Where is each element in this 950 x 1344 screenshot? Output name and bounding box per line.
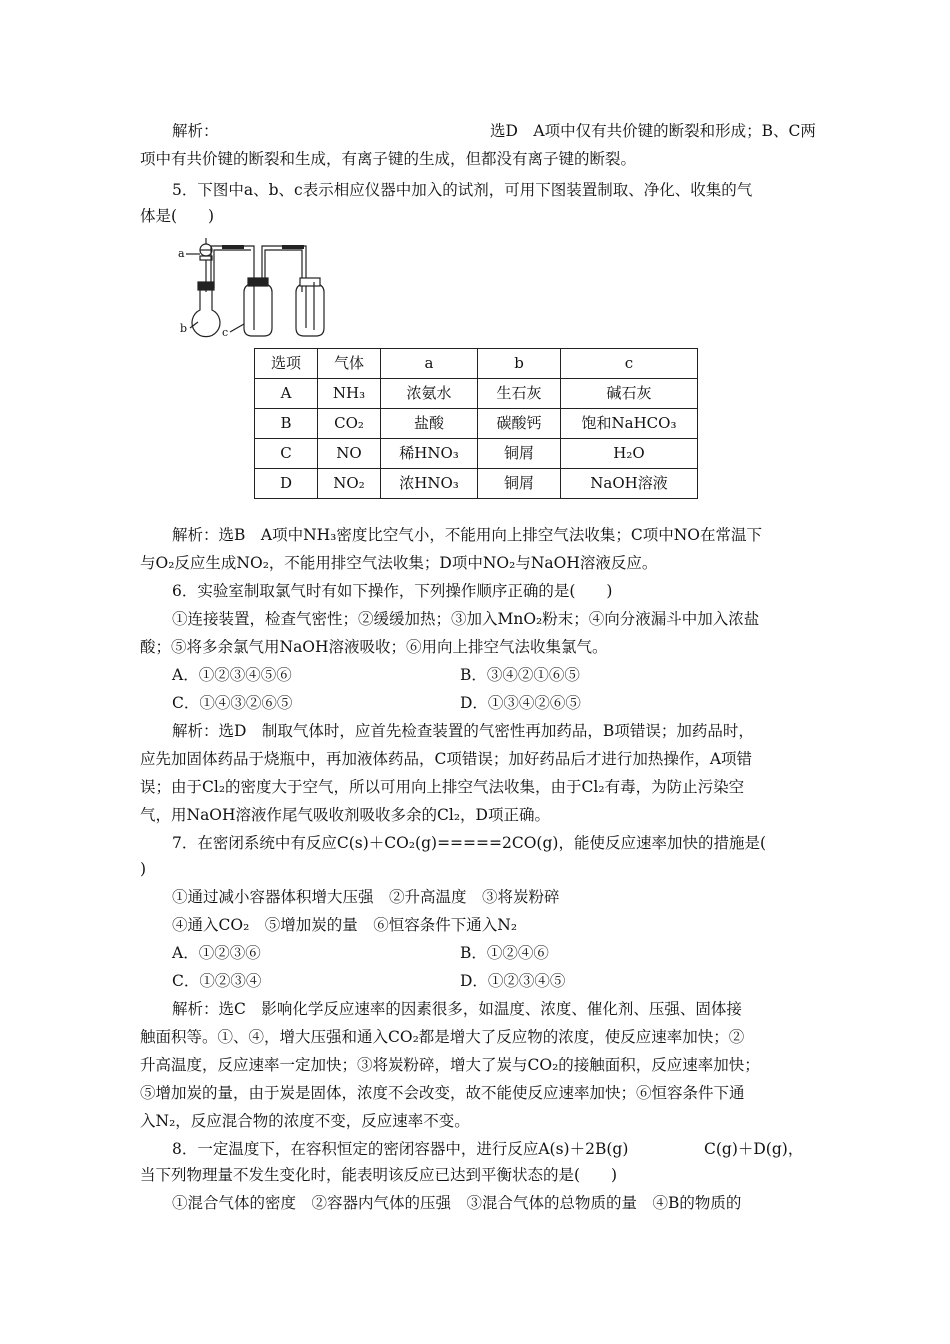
q5-analysis-1: 解析：选B A项中NH₃密度比空气小，不能用向上排空气法收集；C项中NO在常温下: [172, 526, 763, 544]
q7-analysis-5: 入N₂，反应混合物的浓度不变，反应速率不变。: [140, 1112, 470, 1130]
label-c: c: [222, 326, 229, 339]
header-cell: 选项: [255, 349, 318, 379]
q7-option-a: A．①②③⑥: [172, 944, 261, 962]
header-cell: c: [561, 349, 698, 379]
q7-stem-1: 7．在密闭系统中有反应C(s)＋CO₂(g)=====2CO(g)，能使反应速率加快的措施是(: [172, 834, 766, 852]
table-cell: H₂O: [561, 439, 698, 469]
q7-option-b: B．①②④⑥: [460, 944, 549, 962]
q6-ops-2: 酸；⑤将多余氯气用NaOH溶液吸收；⑥用向上排空气法收集氯气。: [140, 638, 608, 656]
q8-ops: ①混合气体的密度 ②容器内气体的压强 ③混合气体的总物质的量 ④B的物质的: [172, 1194, 742, 1212]
table-cell: 稀HNO₃: [381, 439, 478, 469]
table-cell: NO₂: [318, 469, 381, 499]
q7-ops-1: ①通过减小容器体积增大压强 ②升高温度 ③将炭粉碎: [172, 888, 560, 906]
table-row: [255, 439, 698, 469]
q6-option-d: D．①③④②⑥⑤: [460, 694, 581, 712]
reagent-table: [254, 348, 698, 499]
q7-analysis-3: 升高温度，反应速率一定加快；③将炭粉碎，增大了炭与CO₂的接触面积，反应速率加快；: [140, 1056, 760, 1074]
q7-analysis-4: ⑤增加炭的量，由于炭是固体，浓度不会改变，故不能使反应速率加快；⑥恒容条件下通: [140, 1084, 745, 1102]
q6-stem: 6．实验室制取氯气时有如下操作，下列操作顺序正确的是( ): [172, 582, 613, 600]
q6-analysis-3: 误；由于Cl₂的密度大于空气，所以可用向上排空气法收集，由于Cl₂有毒，为防止污染空: [140, 778, 745, 796]
q7-option-c: C．①②③④: [172, 972, 262, 990]
table-cell: D: [255, 469, 318, 499]
q7-analysis-2: 触面积等。①、④，增大压强和通入CO₂都是增大了反应物的浓度，使反应速率加快；②: [140, 1028, 745, 1046]
q7-option-d: D．①②③④⑤: [460, 972, 566, 990]
q5-stem-1: 5．下图中a、b、c表示相应仪器中加入的试剂，可用下图装置制取、净化、收集的气: [172, 181, 753, 199]
table-row: [255, 409, 698, 439]
table-cell: 碳酸钙: [478, 409, 561, 439]
q7-options-ab: [172, 940, 820, 966]
table-row: [255, 379, 698, 409]
table-cell: 碱石灰: [561, 379, 698, 409]
table-cell: 生石灰: [478, 379, 561, 409]
table-cell: A: [255, 379, 318, 409]
table-cell: 铜屑: [478, 469, 561, 499]
table-cell: CO₂: [318, 409, 381, 439]
q8-stem-1b: C(g)＋D(g)，: [704, 1140, 804, 1158]
q5-stem-2: 体是( ): [140, 207, 215, 225]
table-header-row: [255, 349, 698, 379]
table-cell: C: [255, 439, 318, 469]
analysis-label: 解析：: [172, 122, 219, 140]
q5-analysis-2: 与O₂反应生成NO₂，不能用排空气法收集；D项中NO₂与NaOH溶液反应。: [140, 554, 658, 572]
q7-analysis-1: 解析：选C 影响化学反应速率的因素很多，如温度、浓度、催化剂、压强、固体接: [172, 1000, 742, 1018]
q6-option-a: A．①②③④⑤⑥: [172, 666, 292, 684]
label-b: b: [180, 322, 188, 335]
q6-analysis-2: 应先加固体药品于烧瓶中，再加液体药品，C项错误；加好药品后才进行加热操作，A项错: [140, 750, 753, 768]
q4-answer: 选D A项中仅有共价键的断裂和形成；B、C两: [490, 122, 816, 140]
q6-option-c: C．①④③②⑥⑤: [172, 694, 293, 712]
q6-analysis-1: 解析：选D 制取气体时，应首先检查装置的气密性再加药品，B项错误；加药品时，: [172, 722, 754, 740]
table-cell: 盐酸: [381, 409, 478, 439]
q8-stem-1a: 8．一定温度下，在容积恒定的密闭容器中，进行反应A(s)＋2B(g): [172, 1140, 629, 1158]
table-cell: 铜屑: [478, 439, 561, 469]
label-a: a: [178, 247, 185, 260]
header-cell: a: [381, 349, 478, 379]
q6-analysis-4: 气，用NaOH溶液作尾气吸收剂吸收多余的Cl₂，D项正确。: [140, 806, 550, 824]
q8-stem-1: [172, 1136, 820, 1162]
q4-analysis-cont: 项中有共价键的断裂和生成，有离子键的生成，但都没有离子键的断裂。: [140, 150, 637, 168]
q4-analysis-line: [172, 118, 820, 144]
table-row: [255, 469, 698, 499]
table-cell: 浓HNO₃: [381, 469, 478, 499]
table-cell: 饱和NaHCO₃: [561, 409, 698, 439]
table-cell: NaOH溶液: [561, 469, 698, 499]
table-cell: NO: [318, 439, 381, 469]
table-cell: 浓氨水: [381, 379, 478, 409]
q6-options-ab: [172, 662, 820, 688]
q7-ops-2: ④通入CO₂ ⑤增加炭的量 ⑥恒容条件下通入N₂: [172, 916, 518, 934]
q7-options-cd: [172, 968, 820, 994]
q6-options-cd: [172, 690, 820, 716]
header-cell: b: [478, 349, 561, 379]
gas-apparatus-diagram: [178, 232, 338, 344]
q6-option-b: B．③④②①⑥⑤: [460, 666, 580, 684]
q7-stem-2: ): [140, 860, 147, 878]
q6-ops-1: ①连接装置，检查气密性；②缓缓加热；③加入MnO₂粉末；④向分液漏斗中加入浓盐: [172, 610, 760, 628]
table-cell: B: [255, 409, 318, 439]
table-cell: NH₃: [318, 379, 381, 409]
q8-stem-2: 当下列物理量不发生变化时，能表明该反应已达到平衡状态的是( ): [140, 1166, 618, 1184]
header-cell: 气体: [318, 349, 381, 379]
